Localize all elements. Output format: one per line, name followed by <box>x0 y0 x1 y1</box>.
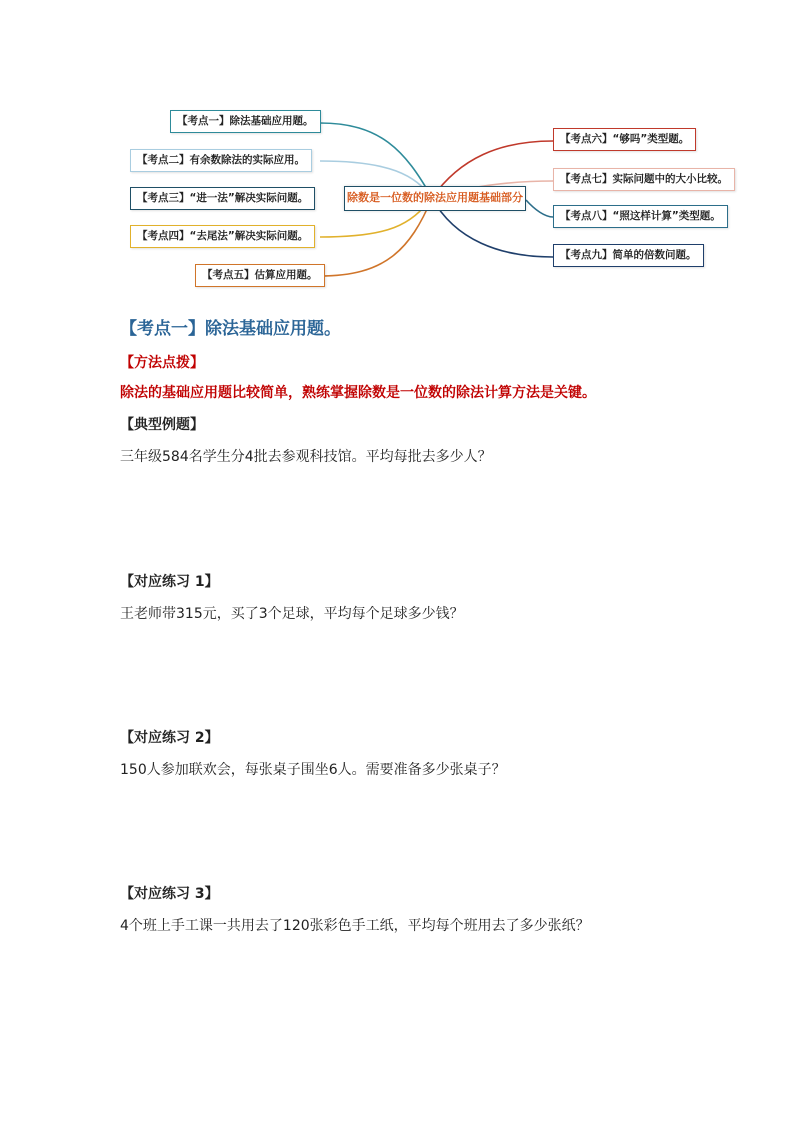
mind-map-node-2: 【考点二】有余数除法的实际应用。 <box>130 149 312 172</box>
section-title: 【考点一】除法基础应用题。 <box>120 319 341 339</box>
mind-map-node-7: 【考点七】实际问题中的大小比较。 <box>553 168 735 191</box>
practice-3-heading: 【对应练习 3】 <box>120 886 219 902</box>
mind-map-node-9: 【考点九】简单的倍数问题。 <box>553 244 704 267</box>
practice-1-question: 王老师带315元，买了3个足球，平均每个足球多少钱？ <box>120 606 464 622</box>
mind-map-node-1: 【考点一】除法基础应用题。 <box>170 110 321 133</box>
mind-map-node-6: 【考点六】“够吗”类型题。 <box>553 128 696 151</box>
practice-1-heading: 【对应练习 1】 <box>120 574 219 590</box>
example-heading: 【典型例题】 <box>120 417 204 433</box>
example-question: 三年级584名学生分4批去参观科技馆。平均每批去多少人？ <box>120 449 492 465</box>
mind-map-node-4: 【考点四】“去尾法”解决实际问题。 <box>130 225 315 248</box>
mind-map-node-8: 【考点八】“照这样计算”类型题。 <box>553 205 728 228</box>
mind-map-node-3: 【考点三】“进一法”解决实际问题。 <box>130 187 315 210</box>
method-text: 除法的基础应用题比较简单，熟练掌握除数是一位数的除法计算方法是关键。 <box>120 385 596 401</box>
practice-2-heading: 【对应练习 2】 <box>120 730 219 746</box>
practice-2-question: 150人参加联欢会，每张桌子围坐6人。需要准备多少张桌子？ <box>120 762 506 778</box>
connector-8 <box>526 200 553 217</box>
practice-3-question: 4个班上手工课一共用去了120张彩色手工纸，平均每个班用去了多少张纸？ <box>120 918 590 934</box>
mind-map <box>0 0 794 300</box>
mind-map-center-topic: 除数是一位数的除法应用题基础部分 <box>344 186 526 211</box>
method-heading: 【方法点拨】 <box>120 355 204 371</box>
mind-map-node-5: 【考点五】估算应用题。 <box>195 264 325 287</box>
